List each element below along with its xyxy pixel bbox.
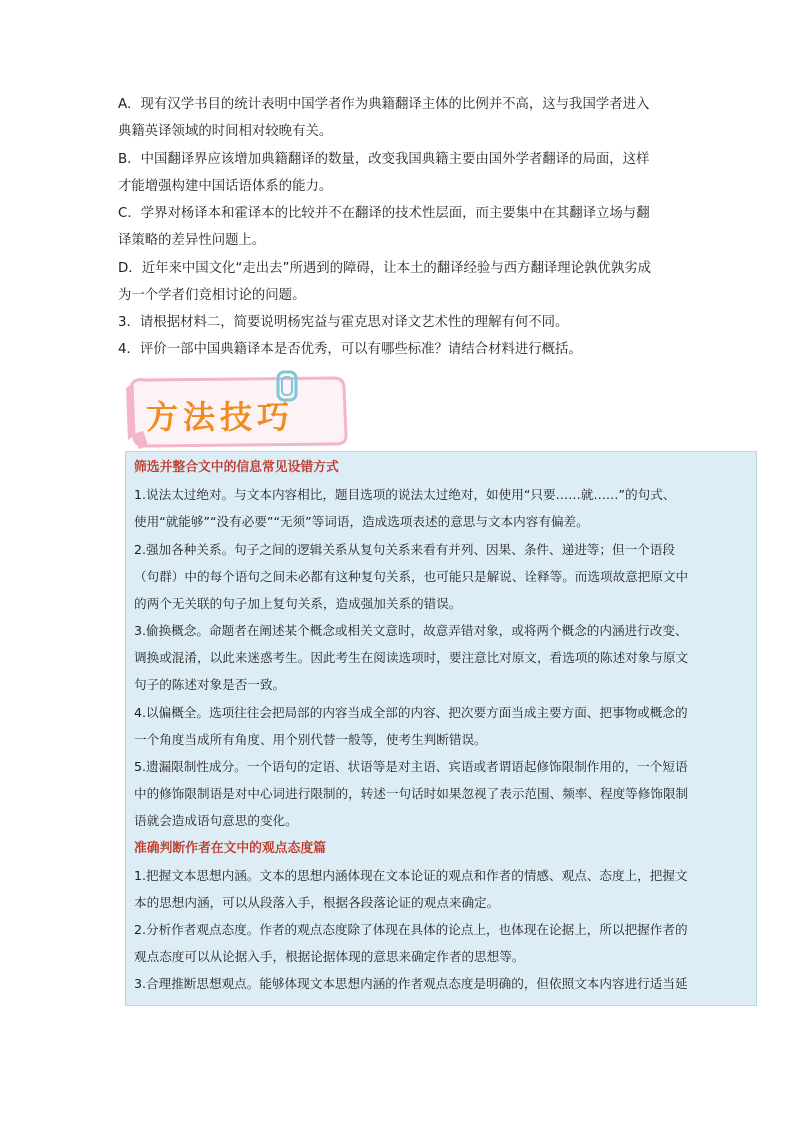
tip-line: 1.说法太过绝对。与文本内容相比，题目选项的说法太过绝对，如使用“只要……就……”的句式、 xyxy=(134,487,676,502)
option-a-line-2: 典籍英译领域的时间相对较晚有关。 xyxy=(118,124,333,139)
option-d-line-2: 为一个学者们竞相讨论的问题。 xyxy=(118,288,306,303)
tip-line: 本的思想内涵，可以从段落入手，根据各段落论证的观点来确定。 xyxy=(134,895,500,910)
tip-line: 语就会造成语句意思的变化。 xyxy=(134,813,298,828)
tip-line: 4.以偏概全。选项往往会把局部的内容当成全部的内容、把次要方面当成主要方面、把事物或概念的 xyxy=(134,705,688,720)
tip-line: 2.强加各种关系。句子之间的逻辑关系从复句关系来看有并列、因果、条件、递进等；但一个语段 xyxy=(134,542,675,557)
tip-line: 使用“就能够”“没有必要”“无须”等词语，造成选项表述的意思与文本内容有偏差。 xyxy=(134,514,589,529)
tip-line: 5.遗漏限制性成分。一个语句的定语、状语等是对主语、宾语或者谓语起修饰限制作用的，一个短语 xyxy=(134,759,688,774)
method-tips-banner xyxy=(122,370,354,450)
option-c-line-1: C．学界对杨译本和霍译本的比较并不在翻译的技术性层面，而主要集中在其翻译立场与翻 xyxy=(118,206,650,221)
tip-line: 3.合理推断思想观点。能够体现文本思想内涵的作者观点态度是明确的，但依照文本内容进行适当延 xyxy=(134,976,688,991)
tips-panel xyxy=(125,451,757,1006)
tip-line: 一个角度当成所有角度、用个别代替一般等，使考生判断错误。 xyxy=(134,732,487,747)
tip-line: 观点态度可以从论据入手，根据论据体现的意思来确定作者的思想等。 xyxy=(134,949,525,964)
tip-line: 句子的陈述对象是否一致。 xyxy=(134,677,286,692)
question-3: 3．请根据材料二，简要说明杨宪益与霍克思对译文艺术性的理解有何不同。 xyxy=(118,315,569,330)
tip-line: 3.偷换概念。命题者在阐述某个概念或相关文意时，故意弄错对象，或将两个概念的内涵进行改变、 xyxy=(134,623,688,638)
question-4: 4．评价一部中国典籍译本是否优秀，可以有哪些标准？请结合材料进行概括。 xyxy=(118,342,582,357)
option-b-line-1: B．中国翻译界应该增加典籍翻译的数量，改变我国典籍主要由国外学者翻译的局面，这样 xyxy=(118,152,650,167)
tip-line: 调换或混淆，以此来迷惑考生。因此考生在阅读选项时，要注意比对原文，看选项的陈述对象与原文 xyxy=(134,650,689,665)
option-d-line-1: D．近年来中国文化“走出去”所遇到的障碍，让本土的翻译经验与西方翻译理论孰优孰劣成 xyxy=(118,261,652,276)
tip-line: 中的修饰限制语是对中心词进行限制的，转述一句话时如果忽视了表示范围、频率、程度等修饰限制 xyxy=(134,786,689,801)
tip-line: 2.分析作者观点态度。作者的观点态度除了体现在具体的论点上，也体现在论据上，所以把握作者的 xyxy=(134,922,688,937)
tip-line: （句群）中的每个语句之间未必都有这种复句关系，也可能只是解说、诠释等。而选项故意把原文中 xyxy=(134,569,689,584)
option-a-line-1: A．现有汉学书目的统计表明中国学者作为典籍翻译主体的比例并不高，这与我国学者进入 xyxy=(118,97,650,112)
option-c-line-2: 译策略的差异性问题上。 xyxy=(118,233,266,248)
section-heading-2: 准确判断作者在文中的观点态度篇 xyxy=(134,841,326,856)
option-b-line-2: 才能增强构建中国话语体系的能力。 xyxy=(118,179,333,194)
section-heading-1: 筛选并整合文中的信息常见设错方式 xyxy=(134,460,339,475)
tip-line: 1.把握文本思想内涵。文本的思想内涵体现在文本论证的观点和作者的情感、观点、态度上，把握文 xyxy=(134,868,688,883)
banner-title: 方法技巧 xyxy=(146,398,295,436)
tip-line: 的两个无关联的句子加上复句关系，造成强加关系的错误。 xyxy=(134,596,462,611)
